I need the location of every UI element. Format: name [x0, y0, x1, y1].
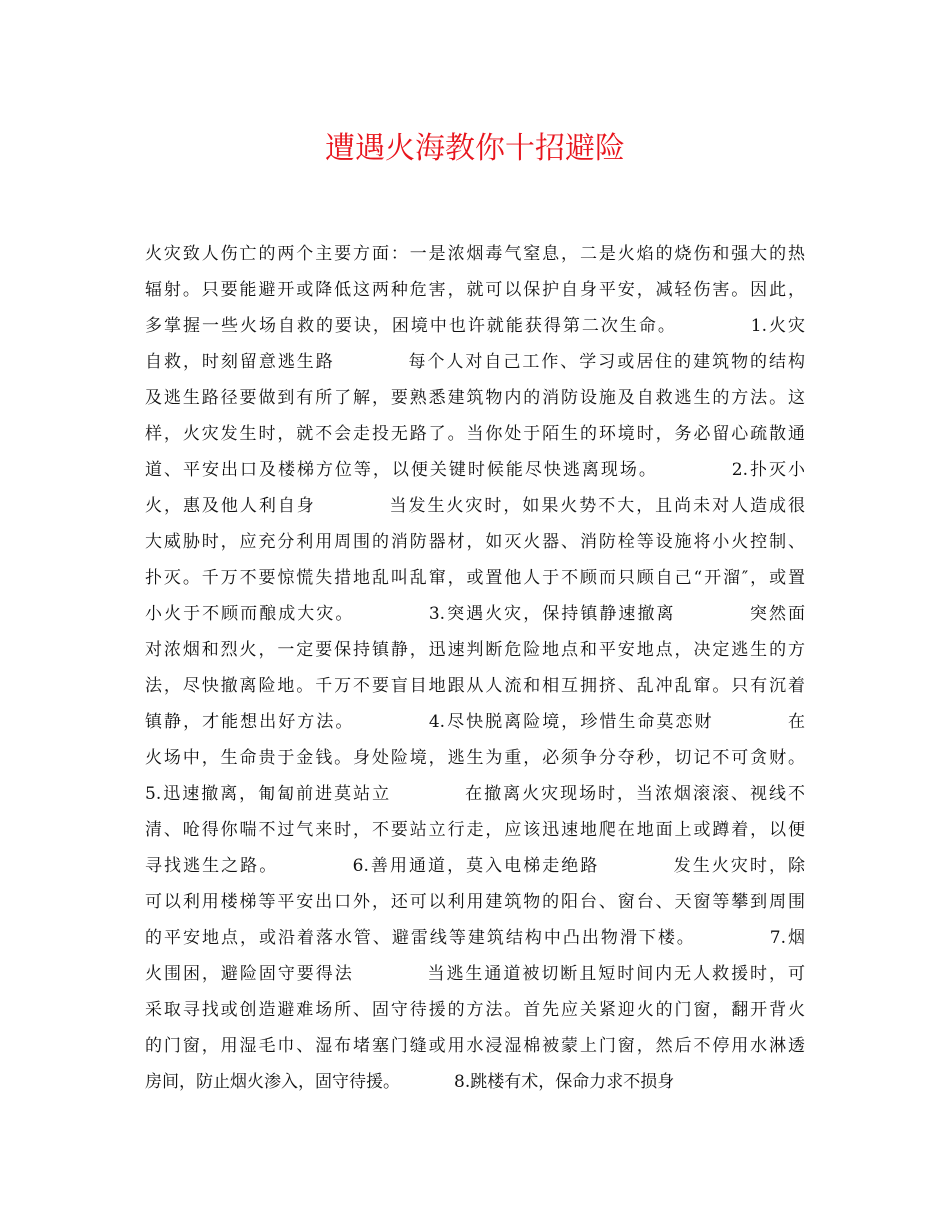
text-line: 寻找逃生之路。 6.善用通道，莫入电梯走绝路 发生火灾时，除: [145, 856, 805, 876]
document-title: 遭遇火海教你十招避险: [325, 131, 625, 166]
text-line: 的门窗，用湿毛巾、湿布堵塞门缝或用水浸湿棉被蒙上门窗，然后不停用水淋透: [145, 1036, 805, 1056]
text-line: 的平安地点，或沿着落水管、避雷线等建筑结构中凸出物滑下楼。 7.烟: [145, 928, 805, 948]
text-line: 道、平安出口及楼梯方位等，以便关键时候能尽快逃离现场。 2.扑灭小: [145, 460, 805, 480]
text-line: 法，尽快撤离险地。千万不要盲目地跟从人流和相互拥挤、乱冲乱窜。只有沉着: [145, 676, 805, 696]
text-line: 镇静，才能想出好方法。 4.尽快脱离险境，珍惜生命莫恋财 在: [145, 712, 805, 732]
text-line: 可以利用楼梯等平安出口外，还可以利用建筑物的阳台、窗台、天窗等攀到周围: [145, 892, 805, 912]
text-line: 采取寻找或创造避难场所、固守待援的方法。首先应关紧迎火的门窗，翻开背火: [145, 1000, 805, 1020]
text-line: 5.迅速撤离，匍匐前进莫站立 在撤离火灾现场时，当浓烟滚滚、视线不: [145, 784, 805, 804]
text-line: 火灾致人伤亡的两个主要方面：一是浓烟毒气窒息，二是火焰的烧伤和强大的热: [145, 244, 805, 264]
text-line: 清、呛得你喘不过气来时，不要站立行走，应该迅速地爬在地面上或蹲着，以便: [145, 820, 805, 840]
text-line: 多掌握一些火场自救的要诀，困境中也许就能获得第二次生命。 1.火灾: [145, 316, 805, 336]
text-line: 自救，时刻留意逃生路 每个人对自己工作、学习或居住的建筑物的结构: [145, 352, 805, 372]
text-line: 及逃生路径要做到有所了解，要熟悉建筑物内的消防设施及自救逃生的方法。这: [145, 388, 805, 408]
text-line: 房间，防止烟火渗入，固守待援。 8.跳楼有术，保命力求不损身: [145, 1072, 675, 1092]
text-line: 样，火灾发生时，就不会走投无路了。当你处于陌生的环境时，务必留心疏散通: [145, 424, 805, 444]
text-line: 辐射。只要能避开或降低这两种危害，就可以保护自身平安，减轻伤害。因此，: [145, 280, 805, 300]
text-line: 大威胁时，应充分利用周围的消防器材，如灭火器、消防栓等设施将小火控制、: [145, 532, 805, 552]
text-line: 火，惠及他人利自身 当发生火灾时，如果火势不大，且尚未对人造成很: [145, 496, 805, 516]
text-line: 火围困，避险固守要得法 当逃生通道被切断且短时间内无人救援时，可: [145, 964, 805, 984]
document-body: [145, 236, 805, 1100]
text-line: 火场中，生命贵于金钱。身处险境，逃生为重，必须争分夺秒，切记不可贪财。: [145, 748, 805, 768]
text-line: 小火于不顾而酿成大灾。 3.突遇火灾，保持镇静速撤离 突然面: [145, 604, 805, 624]
text-line: 对浓烟和烈火，一定要保持镇静，迅速判断危险地点和平安地点，决定逃生的方: [145, 640, 805, 660]
text-line: 扑灭。千万不要惊慌失措地乱叫乱窜，或置他人于不顾而只顾自己“开溜″，或置: [145, 568, 805, 588]
